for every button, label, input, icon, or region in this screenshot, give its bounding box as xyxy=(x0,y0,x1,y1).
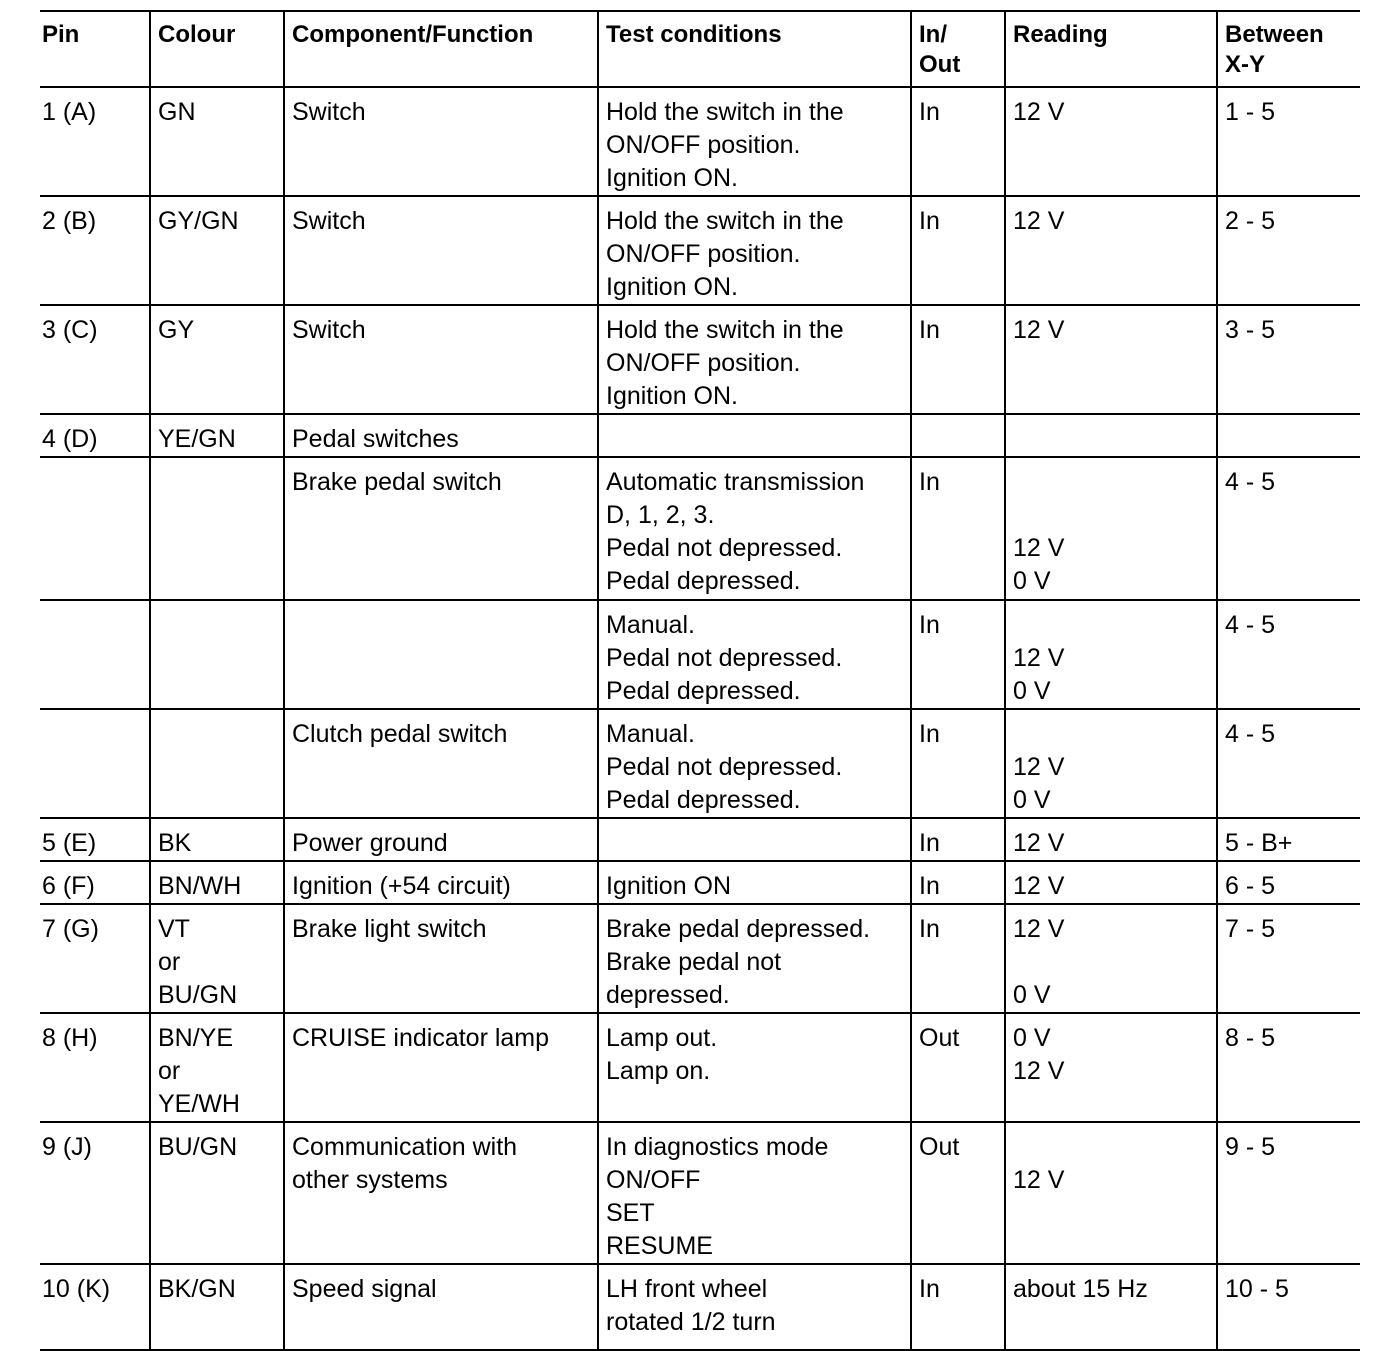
component-cell xyxy=(284,1122,598,1264)
test-conditions-cell xyxy=(598,904,911,1013)
table-body xyxy=(40,87,1360,1350)
cell-text: 12 V xyxy=(1013,1057,1065,1085)
component-cell xyxy=(284,457,598,600)
cell-text: Power ground xyxy=(292,829,448,857)
between-cell xyxy=(1217,1264,1360,1350)
reading-cell xyxy=(1005,600,1217,709)
cell-text: BN/YE xyxy=(158,1024,234,1052)
table-row xyxy=(40,861,1360,904)
cell-text: Pedal not depressed. xyxy=(606,753,843,781)
cell-text: Pedal not depressed. xyxy=(606,644,843,672)
colour-cell xyxy=(150,305,284,414)
in-out-cell xyxy=(911,305,1005,414)
cell-text: Lamp out. xyxy=(606,1024,718,1052)
cell-text: BK/GN xyxy=(158,1275,236,1303)
colour-cell xyxy=(150,600,284,709)
cell-text: Lamp on. xyxy=(606,1057,711,1085)
cell-text xyxy=(42,466,143,499)
cell-text: 0 V xyxy=(1013,567,1051,595)
cell-text: RESUME xyxy=(606,1232,713,1260)
cell-text xyxy=(1013,466,1210,499)
table-row xyxy=(40,1264,1360,1350)
pin-cell xyxy=(40,414,150,457)
cell-text: Out xyxy=(919,1133,960,1161)
between-cell xyxy=(1217,196,1360,305)
pin-cell xyxy=(40,87,150,196)
test-conditions-cell xyxy=(598,861,911,904)
cell-text: Ignition ON. xyxy=(606,273,739,301)
cell-text: 3 (C) xyxy=(42,316,98,344)
reading-cell xyxy=(1005,1264,1217,1350)
header-reading: Reading xyxy=(1005,11,1217,87)
cell-text: Brake light switch xyxy=(292,915,487,943)
header-colour: Colour xyxy=(150,11,284,87)
component-cell xyxy=(284,196,598,305)
between-cell xyxy=(1217,904,1360,1013)
cell-text: rotated 1/2 turn xyxy=(606,1308,776,1336)
cell-text: 12 V xyxy=(1013,316,1065,344)
reading-cell xyxy=(1005,818,1217,861)
cell-text: 0 V xyxy=(1013,1024,1051,1052)
cell-text: Ignition (+54 circuit) xyxy=(292,872,511,900)
cell-text: ON/OFF xyxy=(606,1166,701,1194)
cell-text: Switch xyxy=(292,207,366,235)
component-cell xyxy=(284,1264,598,1350)
in-out-cell xyxy=(911,600,1005,709)
cell-text: 4 - 5 xyxy=(1225,720,1276,748)
reading-cell xyxy=(1005,904,1217,1013)
pin-cell xyxy=(40,904,150,1013)
cell-text: In xyxy=(919,316,940,344)
component-cell xyxy=(284,414,598,457)
cell-text: 12 V xyxy=(1013,872,1065,900)
cell-text: Manual. xyxy=(606,611,695,639)
cell-text: Communication with xyxy=(292,1133,518,1161)
between-cell xyxy=(1217,600,1360,709)
component-cell xyxy=(284,1013,598,1122)
cell-text: 8 (H) xyxy=(42,1024,98,1052)
reading-cell xyxy=(1005,861,1217,904)
reading-cell xyxy=(1005,305,1217,414)
cell-text: Out xyxy=(919,1024,960,1052)
cell-text: 2 (B) xyxy=(42,207,97,235)
colour-cell xyxy=(150,196,284,305)
colour-cell xyxy=(150,87,284,196)
in-out-cell xyxy=(911,457,1005,600)
header-row xyxy=(40,11,1360,87)
table-row xyxy=(40,196,1360,305)
cell-text: Ignition ON. xyxy=(606,382,739,410)
cell-text: Automatic transmission xyxy=(606,468,865,496)
cell-text: 12 V xyxy=(1013,534,1065,562)
cell-text: Speed signal xyxy=(292,1275,437,1303)
cell-text: depressed. xyxy=(606,981,730,1009)
table-row xyxy=(40,457,1360,600)
cell-text: 7 (G) xyxy=(42,915,99,943)
cell-text xyxy=(42,609,143,642)
colour-cell xyxy=(150,861,284,904)
cell-text: In xyxy=(919,872,940,900)
in-out-cell xyxy=(911,1013,1005,1122)
pin-cell xyxy=(40,196,150,305)
cell-text: 0 V xyxy=(1013,677,1051,705)
test-conditions-cell xyxy=(598,818,911,861)
between-cell xyxy=(1217,861,1360,904)
between-cell xyxy=(1217,709,1360,818)
cell-text: 4 (D) xyxy=(42,425,98,453)
test-conditions-cell xyxy=(598,600,911,709)
reading-cell xyxy=(1005,196,1217,305)
cell-text: 9 (J) xyxy=(42,1133,92,1161)
cell-text: Pedal depressed. xyxy=(606,567,801,595)
cell-text: In xyxy=(919,720,940,748)
pin-cell xyxy=(40,1264,150,1350)
cell-text: Switch xyxy=(292,316,366,344)
reading-cell xyxy=(1005,709,1217,818)
pin-cell xyxy=(40,818,150,861)
table-row xyxy=(40,600,1360,709)
cell-text xyxy=(1225,423,1354,456)
header-in-out: In/ Out xyxy=(911,11,1005,87)
table-row xyxy=(40,818,1360,861)
table-row xyxy=(40,1122,1360,1264)
cell-text: BK xyxy=(158,829,192,857)
in-out-cell xyxy=(911,904,1005,1013)
cell-text: 6 - 5 xyxy=(1225,872,1276,900)
table-row xyxy=(40,709,1360,818)
cell-text: 4 - 5 xyxy=(1225,468,1276,496)
in-out-cell xyxy=(911,818,1005,861)
cell-text: CRUISE indicator lamp xyxy=(292,1024,550,1052)
cell-text: In xyxy=(919,829,940,857)
reading-cell xyxy=(1005,87,1217,196)
cell-text: 6 (F) xyxy=(42,872,95,900)
cell-text: 12 V xyxy=(1013,1166,1065,1194)
table-row xyxy=(40,305,1360,414)
cell-text: Hold the switch in the xyxy=(606,207,844,235)
between-cell xyxy=(1217,1122,1360,1264)
cell-text xyxy=(919,423,998,456)
test-conditions-cell xyxy=(598,305,911,414)
cell-text: about 15 Hz xyxy=(1013,1275,1148,1303)
cell-text: 12 V xyxy=(1013,98,1065,126)
cell-text: BN/WH xyxy=(158,872,242,900)
in-out-cell xyxy=(911,709,1005,818)
cell-text: 7 - 5 xyxy=(1225,915,1276,943)
cell-text: GN xyxy=(158,98,196,126)
cell-text: VT xyxy=(158,915,190,943)
cell-text: GY xyxy=(158,316,195,344)
reading-cell xyxy=(1005,414,1217,457)
in-out-cell xyxy=(911,861,1005,904)
reading-cell xyxy=(1005,1013,1217,1122)
between-cell xyxy=(1217,1013,1360,1122)
cell-text: or xyxy=(158,948,181,976)
component-cell xyxy=(284,600,598,709)
between-cell xyxy=(1217,87,1360,196)
table-row xyxy=(40,414,1360,457)
table-row xyxy=(40,904,1360,1013)
cell-text: Pedal depressed. xyxy=(606,677,801,705)
in-out-cell xyxy=(911,1122,1005,1264)
cell-text: 12 V xyxy=(1013,915,1065,943)
pin-cell xyxy=(40,1013,150,1122)
colour-cell xyxy=(150,1013,284,1122)
cell-text: 8 - 5 xyxy=(1225,1024,1276,1052)
cell-text: 4 - 5 xyxy=(1225,611,1276,639)
cell-text: 5 - B+ xyxy=(1225,829,1293,857)
test-conditions-cell xyxy=(598,1013,911,1122)
cell-text: BU/GN xyxy=(158,981,238,1009)
pin-cell xyxy=(40,709,150,818)
test-conditions-cell xyxy=(598,709,911,818)
cell-text: Hold the switch in the xyxy=(606,98,844,126)
colour-cell xyxy=(150,414,284,457)
cell-text: 10 - 5 xyxy=(1225,1275,1289,1303)
cell-text xyxy=(1013,718,1210,751)
test-conditions-cell xyxy=(598,1264,911,1350)
between-cell xyxy=(1217,414,1360,457)
component-cell xyxy=(284,861,598,904)
component-cell xyxy=(284,818,598,861)
cell-text: ON/OFF position. xyxy=(606,131,801,159)
cell-text: In xyxy=(919,207,940,235)
table-row xyxy=(40,1013,1360,1122)
cell-text: Brake pedal depressed. xyxy=(606,915,871,943)
cell-text: 10 (K) xyxy=(42,1275,111,1303)
in-out-cell xyxy=(911,196,1005,305)
cell-text: 0 V xyxy=(1013,981,1051,1009)
cell-text: ON/OFF position. xyxy=(606,349,801,377)
between-cell xyxy=(1217,305,1360,414)
test-conditions-cell xyxy=(598,196,911,305)
reading-cell xyxy=(1005,1122,1217,1264)
cell-text: Manual. xyxy=(606,720,695,748)
cell-text: 2 - 5 xyxy=(1225,207,1276,235)
colour-cell xyxy=(150,709,284,818)
header-component: Component/Function xyxy=(284,11,598,87)
colour-cell xyxy=(150,818,284,861)
cell-text: Ignition ON. xyxy=(606,164,739,192)
component-cell xyxy=(284,305,598,414)
cell-text: In xyxy=(919,468,940,496)
test-conditions-cell xyxy=(598,414,911,457)
cell-text: BU/GN xyxy=(158,1133,238,1161)
cell-text: 3 - 5 xyxy=(1225,316,1276,344)
cell-text: In xyxy=(919,915,940,943)
component-cell xyxy=(284,904,598,1013)
cell-text xyxy=(1013,609,1210,642)
cell-text: 5 (E) xyxy=(42,829,97,857)
cell-text: Brake pedal not xyxy=(606,948,782,976)
cell-text: or xyxy=(158,1057,181,1085)
between-cell xyxy=(1217,457,1360,600)
test-conditions-cell xyxy=(598,1122,911,1264)
cell-text: In xyxy=(919,98,940,126)
cell-text xyxy=(1013,1131,1210,1164)
pin-cell xyxy=(40,861,150,904)
cell-text: Ignition ON xyxy=(606,872,732,900)
colour-cell xyxy=(150,1264,284,1350)
cell-text: 12 V xyxy=(1013,753,1065,781)
cell-text: 12 V xyxy=(1013,829,1065,857)
pin-table xyxy=(40,10,1360,1351)
cell-text: Hold the switch in the xyxy=(606,316,844,344)
cell-text: Pedal switches xyxy=(292,425,459,453)
component-cell xyxy=(284,709,598,818)
reading-cell xyxy=(1005,457,1217,600)
header-pin: Pin xyxy=(42,21,80,48)
in-out-cell xyxy=(911,414,1005,457)
in-out-cell xyxy=(911,1264,1005,1350)
header-between: Between X-Y xyxy=(1217,11,1360,87)
table-row xyxy=(40,87,1360,196)
cell-text: other systems xyxy=(292,1166,448,1194)
test-conditions-cell xyxy=(598,87,911,196)
cell-text: 9 - 5 xyxy=(1225,1133,1276,1161)
cell-text: GY/GN xyxy=(158,207,239,235)
cell-text xyxy=(1013,499,1210,532)
cell-text: Clutch pedal switch xyxy=(292,720,508,748)
cell-text: ON/OFF position. xyxy=(606,240,801,268)
cell-text: In xyxy=(919,1275,940,1303)
in-out-cell xyxy=(911,87,1005,196)
cell-text: Pedal depressed. xyxy=(606,786,801,814)
pin-cell xyxy=(40,600,150,709)
cell-text: 0 V xyxy=(1013,786,1051,814)
cell-text: Pedal not depressed. xyxy=(606,534,843,562)
cell-text: 12 V xyxy=(1013,207,1065,235)
cell-text: 1 (A) xyxy=(42,98,97,126)
cell-text: 1 - 5 xyxy=(1225,98,1276,126)
cell-text xyxy=(1013,946,1210,979)
pin-cell xyxy=(40,305,150,414)
cell-text xyxy=(42,718,143,751)
pin-cell xyxy=(40,1122,150,1264)
cell-text: YE/WH xyxy=(158,1090,240,1118)
pin-cell xyxy=(40,457,150,600)
header-test-conditions: Test conditions xyxy=(598,11,911,87)
cell-text: LH front wheel xyxy=(606,1275,768,1303)
colour-cell xyxy=(150,1122,284,1264)
colour-cell xyxy=(150,904,284,1013)
colour-cell xyxy=(150,457,284,600)
cell-text: In xyxy=(919,611,940,639)
test-conditions-cell xyxy=(598,457,911,600)
between-cell xyxy=(1217,818,1360,861)
cell-text: Switch xyxy=(292,98,366,126)
component-cell xyxy=(284,87,598,196)
cell-text: 12 V xyxy=(1013,644,1065,672)
cell-text: YE/GN xyxy=(158,425,236,453)
cell-text: SET xyxy=(606,1199,655,1227)
cell-text: D, 1, 2, 3. xyxy=(606,501,715,529)
cell-text: Brake pedal switch xyxy=(292,468,502,496)
cell-text: In diagnostics mode xyxy=(606,1133,829,1161)
